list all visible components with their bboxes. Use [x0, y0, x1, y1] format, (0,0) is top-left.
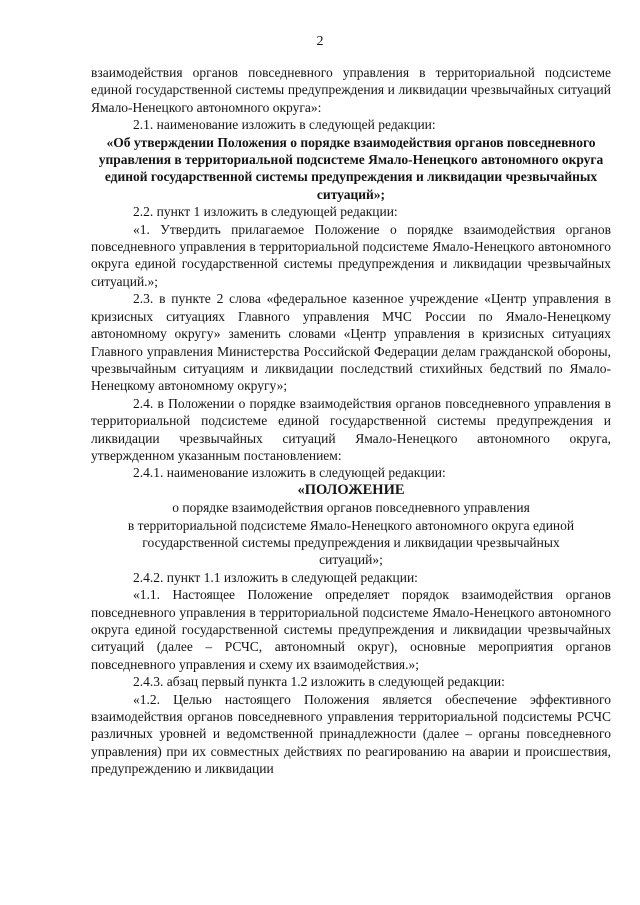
- regulation-subtitle-line-2: в территориальной подсистеме Ямало-Ненецкого автономного округа единой: [127, 517, 575, 533]
- item-2-4: 2.4. в Положении о порядке взаимодействия органов повседневного управления в территориальной подсистеме единой государственной системы предупреждения и ликвидации чрезвычайных ситуаций Ямало-Ненецкого автономного округа, утвержденном указанным постановлением:: [91, 395, 611, 463]
- paragraph-continuation: взаимодействия органов повседневного управления в территориальной подсистеме единой государственной системы предупреждения и ликвидации чрезвычайных ситуаций Ямало-Ненецкого автономного округа»:: [91, 65, 611, 115]
- item-2-3: 2.3. в пункте 2 слова «федеральное казенное учреждение «Центр управления в кризисных ситуациях Главного управления МЧС России по Ямало-Ненецкому автономному округу» заменить словами «Центр управления в кризисных ситуациях Главного управления Министерства Российской Федерации делам гражданской обороны, чрезвычайным ситуациям и ликвидации последствий стихийных бедствий по Ямало-Ненецкому автономному округу»;: [91, 291, 611, 394]
- item-2-1: 2.1. наименование изложить в следующей редакции:: [133, 117, 436, 133]
- quoted-item-1-2: «1.2. Целью настоящего Положения является обеспечение эффективного взаимодействия органов повседневного управления территориальной подсистемы РСЧС различных уровней и ведомственной принадлежности (далее – органы повседневного управления) при их совместных действиях по реагированию на аварии и происшествия, предупреждению и ликвидации: [91, 691, 611, 777]
- new-title-bold: «Об утверждении Положения о порядке взаимодействия органов повседневного управления в территориальной подсистеме Ямало-Ненецкого автономного округа единой государственной системы предупреждения и ликвидации чрезвычайных ситуаций»;: [98, 134, 604, 202]
- document-body: [91, 64, 611, 778]
- regulation-heading: «ПОЛОЖЕНИЕ: [297, 481, 405, 498]
- quoted-item-1-1: «1.1. Настоящее Положение определяет порядок взаимодействия органов повседневного управления в территориальной подсистеме Ямало-Ненецкого автономного округа единой государственной системы предупреждения и ликвидации чрезвычайных ситуаций (далее – РСЧС, автономный округ), основные мероприятия органов повседневного управления и схему их взаимодействия.»;: [91, 587, 611, 672]
- regulation-subtitle-line-3: государственной системы предупреждения и ликвидации чрезвычайных: [142, 534, 560, 550]
- item-2-4-1: 2.4.1. наименование изложить в следующей редакции:: [133, 465, 446, 481]
- regulation-subtitle-line-1: о порядке взаимодействия органов повседневного управления: [172, 500, 530, 516]
- item-2-4-2: 2.4.2. пункт 1.1 изложить в следующей редакции:: [133, 569, 418, 585]
- regulation-subtitle-line-4: ситуаций»;: [319, 552, 383, 568]
- item-2-4-3: 2.4.3. абзац первый пункта 1.2 изложить в следующей редакции:: [133, 674, 505, 690]
- item-2-2: 2.2. пункт 1 изложить в следующей редакции:: [133, 204, 398, 220]
- quoted-item-1: «1. Утвердить прилагаемое Положение о порядке взаимодействия органов повседневного управления в территориальной подсистеме Ямало-Ненецкого автономного округа единой государственной системы предупреждения и ликвидации чрезвычайных ситуаций.»;: [91, 221, 611, 289]
- page-number: 2: [316, 34, 324, 49]
